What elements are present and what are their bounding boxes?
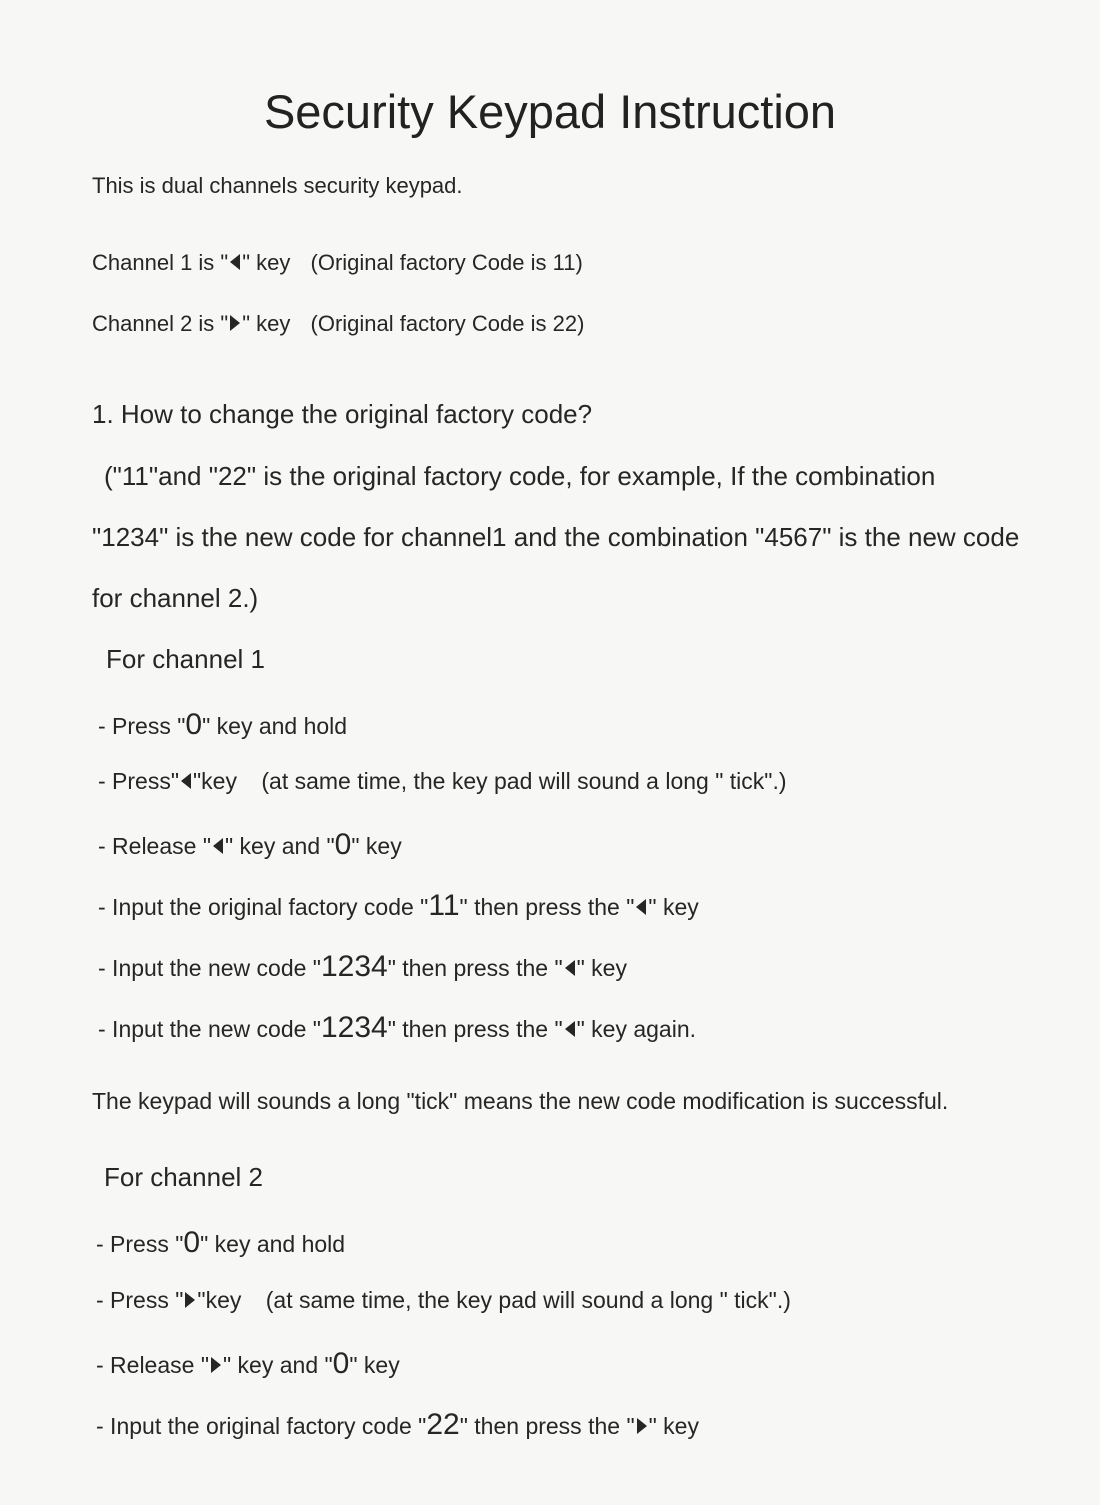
paragraph-line-1: ("11"and "22" is the original factory code, for example, If the combination bbox=[104, 461, 936, 491]
ch1-step-confirm-new-code bbox=[98, 1011, 696, 1045]
step-text: " then press the " bbox=[387, 1016, 563, 1042]
success-note: The keypad will sounds a long "tick" means the new code modification is successful. bbox=[92, 1088, 949, 1114]
code-digits: 1234 bbox=[320, 950, 388, 983]
channel-2-pre: Channel 2 is " bbox=[92, 311, 229, 336]
right-arrow-key-icon bbox=[185, 1292, 195, 1308]
step-text: " key bbox=[349, 1352, 400, 1378]
left-arrow-key-icon bbox=[565, 960, 575, 976]
channel-2-line bbox=[92, 311, 584, 337]
left-arrow-key-icon bbox=[565, 1021, 575, 1037]
ch1-step-release bbox=[98, 828, 402, 862]
page-title: Security Keypad Instruction bbox=[263, 85, 837, 138]
step-text: " key and " bbox=[225, 833, 335, 859]
code-digits: 11 bbox=[428, 889, 460, 922]
channel-1-heading: For channel 1 bbox=[106, 644, 265, 674]
step-text: " key bbox=[648, 1413, 699, 1439]
ch2-step-release bbox=[96, 1347, 400, 1381]
step-text: "key bbox=[193, 768, 237, 794]
step-text: - Input the original factory code " bbox=[96, 1413, 427, 1439]
step-text: " then press the " bbox=[459, 894, 635, 920]
ch2-step-input-factory-code bbox=[96, 1408, 699, 1442]
step-text: " then press the " bbox=[387, 955, 563, 981]
step-text: - Press" bbox=[98, 768, 180, 794]
channel-1-line bbox=[92, 250, 583, 276]
step-text: " key bbox=[351, 833, 402, 859]
step-text: " key bbox=[648, 894, 699, 920]
step-text: " key again. bbox=[576, 1016, 697, 1042]
section-heading-1: 1. How to change the original factory code? bbox=[92, 399, 593, 429]
channel-2-heading: For channel 2 bbox=[104, 1162, 263, 1192]
ch2-step-press-right bbox=[96, 1287, 791, 1314]
paragraph-line-2: "1234" is the new code for channel1 and the combination "4567" is the new code bbox=[92, 522, 1020, 552]
step-text: - Input the new code " bbox=[98, 955, 321, 981]
ch1-step-press-left bbox=[98, 768, 787, 795]
digit-zero: 0 bbox=[185, 708, 203, 741]
step-text: - Press " bbox=[98, 713, 186, 739]
left-arrow-key-icon bbox=[636, 899, 646, 915]
step-text: " then press the " bbox=[459, 1413, 635, 1439]
step-text: - Press " bbox=[96, 1287, 184, 1313]
left-arrow-key-icon bbox=[213, 838, 223, 854]
ch1-step-press-zero bbox=[98, 708, 347, 742]
step-text: - Press " bbox=[96, 1231, 184, 1257]
step-note: (at same time, the key pad will sound a long " tick".) bbox=[265, 1287, 791, 1313]
code-digits: 22 bbox=[426, 1408, 460, 1441]
digit-zero: 0 bbox=[183, 1226, 201, 1259]
channel-2-post: " key bbox=[242, 311, 291, 336]
left-arrow-key-icon bbox=[230, 254, 240, 270]
step-text: "key bbox=[197, 1287, 242, 1313]
step-text: " key bbox=[576, 955, 627, 981]
code-digits: 1234 bbox=[320, 1011, 388, 1044]
step-text: - Release " bbox=[98, 833, 211, 859]
step-text: - Release " bbox=[96, 1352, 209, 1378]
right-arrow-key-icon bbox=[211, 1357, 221, 1373]
digit-zero: 0 bbox=[332, 1347, 350, 1380]
channel-1-post: " key bbox=[242, 250, 291, 275]
step-text: " key and " bbox=[223, 1352, 333, 1378]
right-arrow-key-icon bbox=[230, 315, 240, 331]
right-arrow-key-icon bbox=[637, 1418, 647, 1434]
channel-1-note: (Original factory Code is 11) bbox=[310, 250, 583, 275]
ch2-step-press-zero bbox=[96, 1226, 345, 1260]
digit-zero: 0 bbox=[334, 828, 352, 861]
channel-2-note: (Original factory Code is 22) bbox=[310, 311, 585, 336]
paragraph-line-3: for channel 2.) bbox=[92, 583, 259, 613]
step-text: - Input the new code " bbox=[98, 1016, 321, 1042]
step-text: - Input the original factory code " bbox=[98, 894, 429, 920]
ch1-step-input-factory-code bbox=[98, 889, 699, 923]
channel-1-pre: Channel 1 is " bbox=[92, 250, 229, 275]
step-text: " key and hold bbox=[202, 713, 348, 739]
step-note: (at same time, the key pad will sound a long " tick".) bbox=[261, 768, 787, 794]
ch1-step-input-new-code bbox=[98, 950, 627, 984]
intro-text: This is dual channels security keypad. bbox=[92, 173, 463, 198]
step-text: " key and hold bbox=[200, 1231, 346, 1257]
left-arrow-key-icon bbox=[181, 773, 191, 789]
